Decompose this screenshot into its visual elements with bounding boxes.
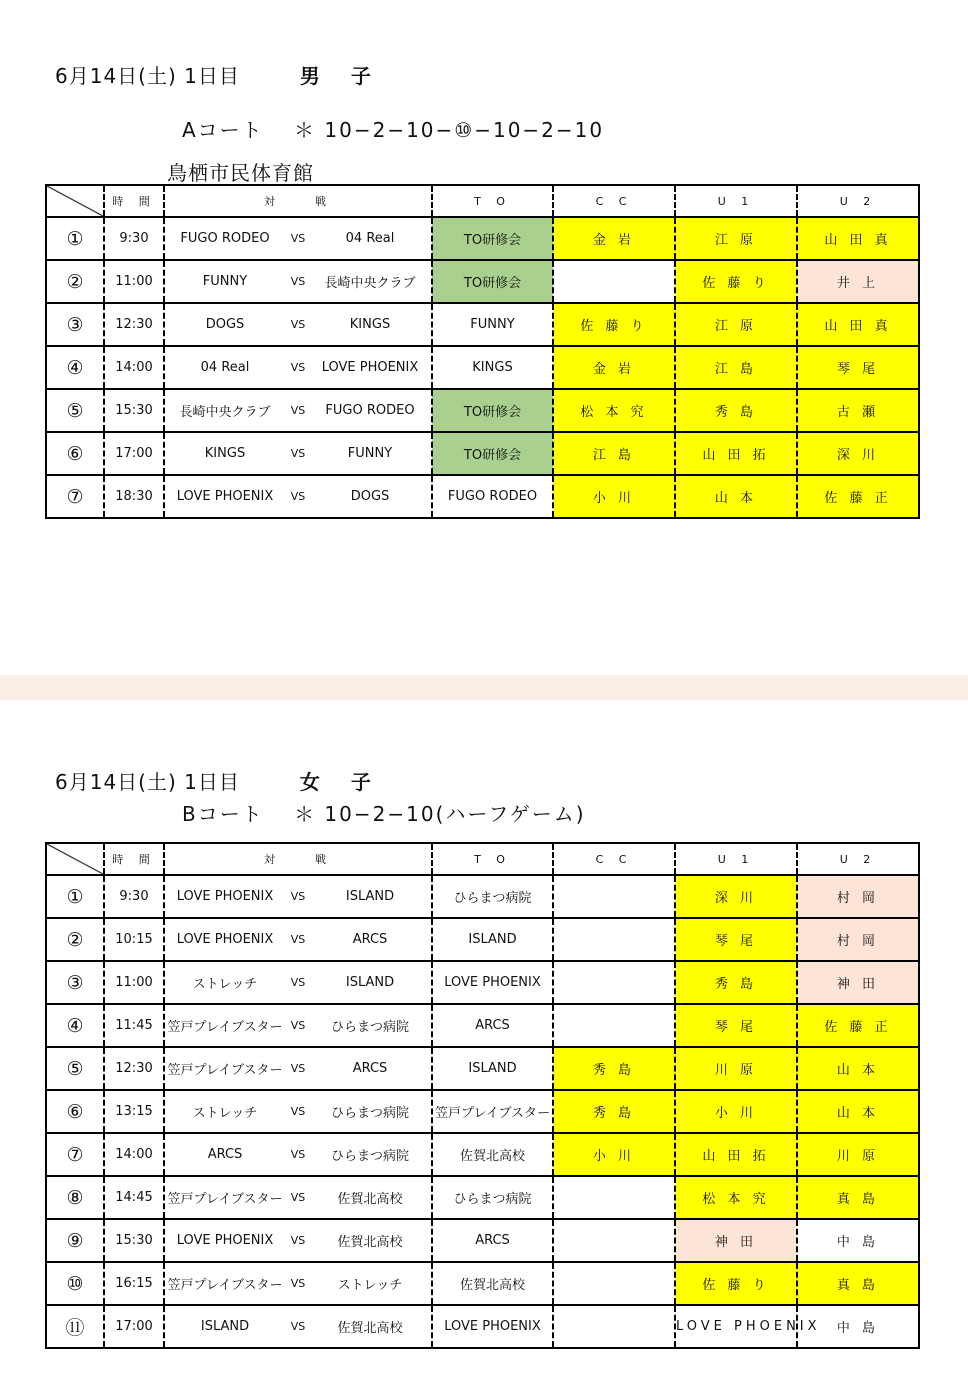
match-cell <box>164 961 432 1004</box>
table-officials: 笠戸プレイブスター <box>432 1090 553 1133</box>
crew-chief <box>553 260 675 303</box>
match-number: ① <box>46 217 104 260</box>
crew-chief: 金 岩 <box>553 346 675 389</box>
table-officials: ARCS <box>432 1219 553 1262</box>
men-title <box>55 60 383 89</box>
match-cell <box>164 389 432 432</box>
umpire-2: 古 瀬 <box>797 389 919 432</box>
match-cell <box>164 1262 432 1305</box>
vs-label: VS <box>290 1148 306 1161</box>
umpire-1: 琴 尾 <box>675 1004 797 1047</box>
umpire-2: 佐 藤 正 <box>797 1004 919 1047</box>
match-number: ⑩ <box>46 1262 104 1305</box>
home-team: 笠戸プレイブスター <box>167 1020 283 1035</box>
away-team: 長崎中央クラブ <box>324 276 416 291</box>
umpire-2: 山 田 真 <box>797 303 919 346</box>
home-team: ストレッチ <box>192 977 258 992</box>
vs-label: VS <box>290 275 306 288</box>
match-number: ② <box>46 260 104 303</box>
away-team: ISLAND <box>345 975 395 990</box>
home-team: ARCS <box>207 1147 243 1162</box>
match-cell <box>164 303 432 346</box>
header-u2: U 2 <box>797 185 919 217</box>
away-team: 佐賀北高校 <box>337 1235 403 1250</box>
umpire-1: LOVE PHOENIX <box>675 1305 797 1348</box>
page-divider <box>0 675 968 700</box>
away-team: ISLAND <box>345 889 395 904</box>
umpire-2: 深 川 <box>797 432 919 475</box>
match-time: 9:30 <box>104 217 164 260</box>
header-corner <box>46 843 104 875</box>
match-time: 11:00 <box>104 260 164 303</box>
umpire-1: 江 島 <box>675 346 797 389</box>
table-officials: FUNNY <box>432 303 553 346</box>
umpire-1: 佐 藤 り <box>675 260 797 303</box>
men-gender: 男 子 <box>299 64 383 88</box>
vs-label: VS <box>290 1191 306 1204</box>
crew-chief <box>553 1262 675 1305</box>
header-corner <box>46 185 104 217</box>
home-team: LOVE PHOENIX <box>176 1233 274 1248</box>
table-row <box>46 1219 919 1262</box>
vs-label: VS <box>290 1234 306 1247</box>
home-team: LOVE PHOENIX <box>176 932 274 947</box>
crew-chief <box>553 1305 675 1348</box>
umpire-2: 山 本 <box>797 1047 919 1090</box>
match-cell <box>164 1305 432 1348</box>
vs-label: VS <box>290 1019 306 1032</box>
umpire-2: 井 上 <box>797 260 919 303</box>
table-officials: FUGO RODEO <box>432 475 553 518</box>
vs-label: VS <box>290 361 306 374</box>
umpire-1: 琴 尾 <box>675 918 797 961</box>
crew-chief: 松 本 究 <box>553 389 675 432</box>
vs-label: VS <box>290 1277 306 1290</box>
umpire-2: 川 原 <box>797 1133 919 1176</box>
crew-chief: 佐 藤 り <box>553 303 675 346</box>
header-to: T O <box>432 185 553 217</box>
match-time: 12:30 <box>104 1047 164 1090</box>
crew-chief: 小 川 <box>553 475 675 518</box>
table-row <box>46 1047 919 1090</box>
match-number: ② <box>46 918 104 961</box>
match-cell <box>164 1047 432 1090</box>
header-cc: C C <box>553 843 675 875</box>
match-cell <box>164 1219 432 1262</box>
away-team: ARCS <box>352 932 388 947</box>
crew-chief <box>553 1004 675 1047</box>
away-team: DOGS <box>350 489 390 504</box>
away-team: ひらまつ病院 <box>330 1106 409 1121</box>
match-number: ⑤ <box>46 1047 104 1090</box>
match-cell <box>164 1133 432 1176</box>
vs-label: VS <box>290 318 306 331</box>
umpire-1: 江 原 <box>675 303 797 346</box>
header-to: T O <box>432 843 553 875</box>
home-team: FUNNY <box>202 274 248 289</box>
home-team: 笠戸プレイブスター <box>167 1278 283 1293</box>
home-team: DOGS <box>205 317 245 332</box>
women-schedule-table <box>45 842 920 1349</box>
home-team: 04 Real <box>200 360 250 375</box>
men-schedule-sheet <box>0 0 968 675</box>
vs-label: VS <box>290 404 306 417</box>
umpire-1: 川 原 <box>675 1047 797 1090</box>
match-number: ⑧ <box>46 1176 104 1219</box>
match-time: 12:30 <box>104 303 164 346</box>
crew-chief: 小 川 <box>553 1133 675 1176</box>
umpire-1: 秀 島 <box>675 961 797 1004</box>
women-court-format: Bコート ＊ 10−2−10(ハーフゲーム) <box>182 802 586 826</box>
match-cell <box>164 432 432 475</box>
match-number: ⑦ <box>46 1133 104 1176</box>
match-time: 17:00 <box>104 1305 164 1348</box>
table-row <box>46 961 919 1004</box>
table-officials: LOVE PHOENIX <box>432 1305 553 1348</box>
match-time: 14:00 <box>104 346 164 389</box>
table-row <box>46 389 919 432</box>
umpire-1: 江 原 <box>675 217 797 260</box>
away-team: LOVE PHOENIX <box>321 360 419 375</box>
match-time: 15:30 <box>104 389 164 432</box>
table-row <box>46 303 919 346</box>
women-title <box>55 766 383 795</box>
umpire-1: 山 田 拓 <box>675 432 797 475</box>
umpire-2: 山 本 <box>797 1090 919 1133</box>
home-team: LOVE PHOENIX <box>176 889 274 904</box>
umpire-2: 佐 藤 正 <box>797 475 919 518</box>
crew-chief: 江 島 <box>553 432 675 475</box>
match-time: 15:30 <box>104 1219 164 1262</box>
table-row <box>46 918 919 961</box>
match-number: ③ <box>46 961 104 1004</box>
match-time: 11:00 <box>104 961 164 1004</box>
match-number: ① <box>46 875 104 918</box>
vs-label: VS <box>290 490 306 503</box>
umpire-2: 中 島 <box>797 1219 919 1262</box>
table-officials: ISLAND <box>432 918 553 961</box>
table-officials: TO研修会 <box>432 389 553 432</box>
header-match: 対 戦 <box>164 843 432 875</box>
umpire-2: 村 岡 <box>797 918 919 961</box>
home-team: KINGS <box>204 446 246 461</box>
table-officials: ISLAND <box>432 1047 553 1090</box>
match-number: ⑨ <box>46 1219 104 1262</box>
away-team: ストレッチ <box>337 1278 403 1293</box>
crew-chief <box>553 1219 675 1262</box>
match-time: 13:15 <box>104 1090 164 1133</box>
match-cell <box>164 217 432 260</box>
table-officials: TO研修会 <box>432 217 553 260</box>
crew-chief <box>553 1176 675 1219</box>
away-team: 佐賀北高校 <box>337 1192 403 1207</box>
vs-label: VS <box>290 933 306 946</box>
away-team: FUNNY <box>347 446 393 461</box>
away-team: ひらまつ病院 <box>330 1149 409 1164</box>
home-team: 長崎中央クラブ <box>179 405 271 420</box>
home-team: FUGO RODEO <box>180 231 270 246</box>
umpire-1: 山 本 <box>675 475 797 518</box>
crew-chief <box>553 918 675 961</box>
away-team: KINGS <box>349 317 391 332</box>
table-row <box>46 475 919 518</box>
women-gender: 女 子 <box>299 770 383 794</box>
home-team: 笠戸プレイブスター <box>167 1063 283 1078</box>
table-officials: 佐賀北高校 <box>432 1133 553 1176</box>
crew-chief <box>553 961 675 1004</box>
match-time: 14:00 <box>104 1133 164 1176</box>
crew-chief <box>553 875 675 918</box>
table-row <box>46 260 919 303</box>
umpire-2: 中 島 <box>797 1305 919 1348</box>
away-team: ひらまつ病院 <box>330 1020 409 1035</box>
umpire-1: 深 川 <box>675 875 797 918</box>
table-row <box>46 432 919 475</box>
umpire-1: 秀 島 <box>675 389 797 432</box>
match-number: ⑤ <box>46 389 104 432</box>
table-officials: TO研修会 <box>432 432 553 475</box>
match-time: 16:15 <box>104 1262 164 1305</box>
header-time: 時 間 <box>104 185 164 217</box>
home-team: ISLAND <box>200 1319 250 1334</box>
umpire-2: 真 島 <box>797 1262 919 1305</box>
header-u1: U 1 <box>675 843 797 875</box>
umpire-2: 真 島 <box>797 1176 919 1219</box>
header-match: 対 戦 <box>164 185 432 217</box>
vs-label: VS <box>290 976 306 989</box>
women-date: 6月14日(土) 1日目 <box>55 770 240 794</box>
header-cc: C C <box>553 185 675 217</box>
table-officials: LOVE PHOENIX <box>432 961 553 1004</box>
table-row <box>46 217 919 260</box>
men-date: 6月14日(土) 1日目 <box>55 64 240 88</box>
away-team: 佐賀北高校 <box>337 1321 403 1336</box>
table-row <box>46 1090 919 1133</box>
match-number: ⑦ <box>46 475 104 518</box>
header-u2: U 2 <box>797 843 919 875</box>
vs-label: VS <box>290 1320 306 1333</box>
match-cell <box>164 1176 432 1219</box>
vs-label: VS <box>290 447 306 460</box>
match-number: ⑪ <box>46 1305 104 1348</box>
away-team: FUGO RODEO <box>325 403 415 418</box>
table-row <box>46 1262 919 1305</box>
umpire-2: 琴 尾 <box>797 346 919 389</box>
match-cell <box>164 918 432 961</box>
away-team: ARCS <box>352 1061 388 1076</box>
match-number: ⑥ <box>46 432 104 475</box>
umpire-1: 山 田 拓 <box>675 1133 797 1176</box>
men-venue: 鳥栖市民体育館 <box>167 161 314 185</box>
table-row <box>46 346 919 389</box>
match-number: ③ <box>46 303 104 346</box>
crew-chief: 秀 島 <box>553 1090 675 1133</box>
vs-label: VS <box>290 890 306 903</box>
table-officials: TO研修会 <box>432 260 553 303</box>
vs-label: VS <box>290 232 306 245</box>
match-cell <box>164 875 432 918</box>
match-time: 14:45 <box>104 1176 164 1219</box>
match-time: 17:00 <box>104 432 164 475</box>
match-number: ⑥ <box>46 1090 104 1133</box>
table-officials: 佐賀北高校 <box>432 1262 553 1305</box>
table-row <box>46 1133 919 1176</box>
match-cell <box>164 1004 432 1047</box>
home-team: 笠戸プレイブスター <box>167 1192 283 1207</box>
table-row <box>46 1305 919 1348</box>
vs-label: VS <box>290 1105 306 1118</box>
table-officials: ARCS <box>432 1004 553 1047</box>
crew-chief: 金 岩 <box>553 217 675 260</box>
vs-label: VS <box>290 1062 306 1075</box>
table-row <box>46 1176 919 1219</box>
umpire-2: 神 田 <box>797 961 919 1004</box>
umpire-2: 山 田 真 <box>797 217 919 260</box>
umpire-2: 村 岡 <box>797 875 919 918</box>
umpire-1: 松 本 究 <box>675 1176 797 1219</box>
away-team: 04 Real <box>345 231 395 246</box>
umpire-1: 佐 藤 り <box>675 1262 797 1305</box>
table-row <box>46 1004 919 1047</box>
header-time: 時 間 <box>104 843 164 875</box>
table-officials: KINGS <box>432 346 553 389</box>
header-u1: U 1 <box>675 185 797 217</box>
umpire-1: 小 川 <box>675 1090 797 1133</box>
match-cell <box>164 346 432 389</box>
home-team: ストレッチ <box>192 1106 258 1121</box>
table-officials: ひらまつ病院 <box>432 875 553 918</box>
umpire-1: 神 田 <box>675 1219 797 1262</box>
men-court-format: Aコート ＊ 10−2−10−⑩−10−2−10 <box>182 118 605 142</box>
crew-chief: 秀 島 <box>553 1047 675 1090</box>
match-number: ④ <box>46 346 104 389</box>
match-cell <box>164 260 432 303</box>
match-number: ④ <box>46 1004 104 1047</box>
match-time: 9:30 <box>104 875 164 918</box>
home-team: LOVE PHOENIX <box>176 489 274 504</box>
table-officials: ひらまつ病院 <box>432 1176 553 1219</box>
match-cell <box>164 475 432 518</box>
men-schedule-table <box>45 184 920 519</box>
match-time: 11:45 <box>104 1004 164 1047</box>
women-schedule-sheet <box>0 700 968 1400</box>
table-row <box>46 875 919 918</box>
match-time: 10:15 <box>104 918 164 961</box>
match-time: 18:30 <box>104 475 164 518</box>
match-cell <box>164 1090 432 1133</box>
